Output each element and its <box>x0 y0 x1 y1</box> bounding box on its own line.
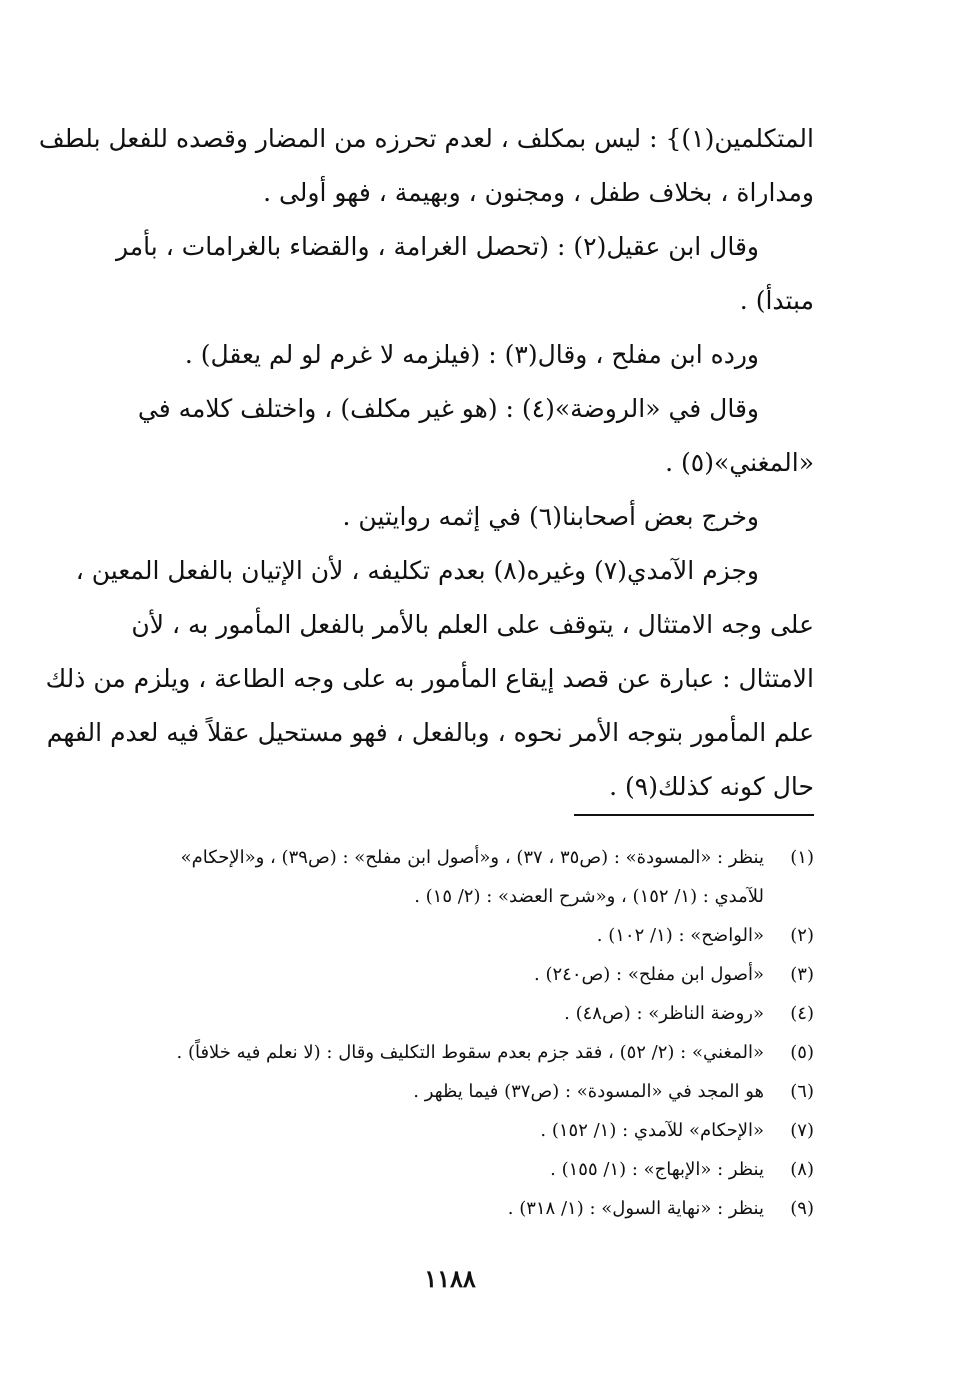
footnote <box>114 916 814 955</box>
footnote-text: «الإحكام» للآمدي : (١/ ١٥٢) . <box>540 1120 764 1141</box>
footnotes <box>114 838 814 1228</box>
footnote-number: (٦) <box>790 1081 814 1102</box>
footnote-number: (٩) <box>790 1198 814 1219</box>
body-line: وقال في «الروضة»(٤) : (هو غير مكلف) ، واختلف كلامه في <box>137 394 759 423</box>
footnote-divider <box>574 814 814 816</box>
footnote <box>114 994 814 1033</box>
footnote <box>114 1111 814 1150</box>
body-line: المتكلمين(١)} : ليس بمكلف ، لعدم تحرزه من المضار وقصده للفعل بلطف <box>38 124 814 153</box>
footnote-number: (٤) <box>790 1003 814 1024</box>
footnote-number: (٢) <box>790 925 814 946</box>
body-line: وقال ابن عقيل(٢) : (تحصل الغرامة ، والقضاء بالغرامات ، بأمر <box>115 232 759 261</box>
footnote-text: ينظر : «الإبهاج» : (١/ ١٥٥) . <box>550 1159 764 1180</box>
body-line: ومداراة ، بخلاف طفل ، ومجنون ، وبهيمة ، فهو أولى . <box>263 178 814 207</box>
body-line: ورده ابن مفلح ، وقال(٣) : (فيلزمه لا غرم لو لم يعقل) . <box>184 340 759 369</box>
footnote <box>114 1150 814 1189</box>
footnote <box>114 1033 814 1072</box>
footnote-text: للآمدي : (١/ ١٥٢) ، و«شرح العضد» : (٢/ ١٥) . <box>414 886 764 907</box>
footnote-number: (٣) <box>790 964 814 985</box>
page-number: ١١٨٨ <box>424 1264 476 1293</box>
body-line: حال كونه كذلك(٩) . <box>609 772 814 801</box>
body-line: وجزم الآمدي(٧) وغيره(٨) بعدم تكليفه ، لأن الإتيان بالفعل المعين ، <box>75 556 759 585</box>
body-line: «المغني»(٥) . <box>665 448 814 477</box>
body-line: وخرج بعض أصحابنا(٦) في إثمه روايتين . <box>342 502 759 531</box>
footnote-text: ينظر : «المسودة» : (ص٣٥ ، ٣٧) ، و«أصول ابن مفلح» : (ص٣٩) ، و«الإحكام» <box>180 847 764 868</box>
footnote-text: ينظر : «نهاية السول» : (١/ ٣١٨) . <box>507 1198 764 1219</box>
footnote-number: (٨) <box>790 1159 814 1180</box>
footnote-number: (١) <box>790 847 814 868</box>
footnote-continuation <box>114 877 814 916</box>
footnote <box>114 1072 814 1111</box>
footnote-text: «المغني» : (٢/ ٥٢) ، فقد جزم بعدم سقوط التكليف وقال : (لا نعلم فيه خلافاً) . <box>176 1042 764 1063</box>
body-line: علم المأمور بتوجه الأمر نحوه ، وبالفعل ، فهو مستحيل عقلاً فيه لعدم الفهم <box>46 718 814 747</box>
footnote <box>114 838 814 877</box>
footnote-text: «أصول ابن مفلح» : (ص٢٤٠) . <box>534 964 764 985</box>
body-line: على وجه الامتثال ، يتوقف على العلم بالأمر بالفعل المأمور به ، لأن <box>131 610 814 639</box>
footnote-text: «الواضح» : (١/ ١٠٢) . <box>596 925 764 946</box>
body-line: الامتثال : عبارة عن قصد إيقاع المأمور به على وجه الطاعة ، ويلزم من ذلك <box>45 664 814 693</box>
footnote <box>114 1189 814 1228</box>
footnote <box>114 955 814 994</box>
body-line: مبتدأ) . <box>739 286 814 315</box>
footnote-number: (٧) <box>790 1120 814 1141</box>
footnote-text: «روضة الناظر» : (ص٤٨) . <box>564 1003 764 1024</box>
footnote-text: هو المجد في «المسودة» : (ص٣٧) فيما يظهر . <box>413 1081 764 1102</box>
main-text <box>38 112 814 814</box>
footnote-number: (٥) <box>790 1042 814 1063</box>
